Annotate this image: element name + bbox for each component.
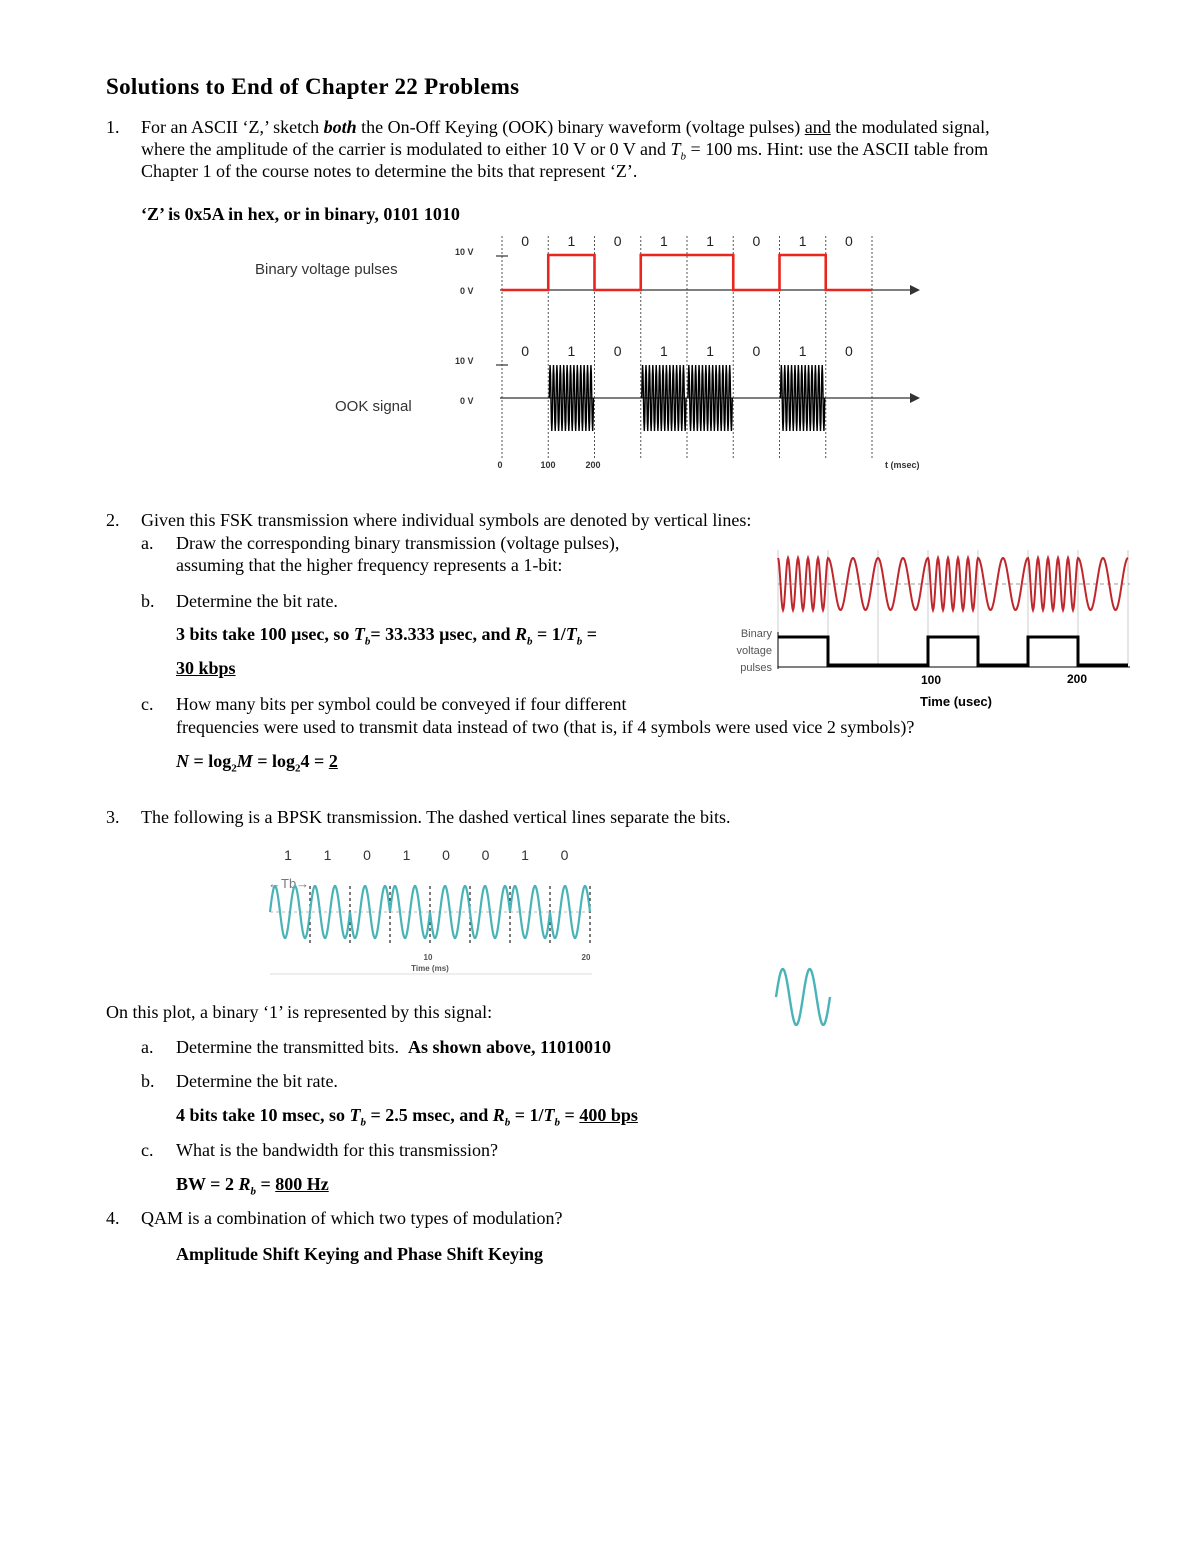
ook-0v-label: 0 V: [460, 396, 474, 406]
bpsk-bit-label: 0: [560, 847, 569, 863]
problem-2c-line-2: frequencies were used to transmit data instead of two (that is, if 4 symbols were used vice 2 symbols)?: [176, 717, 915, 737]
ook-bit-label: 1: [659, 343, 668, 359]
bpsk-bit-label: 1: [521, 847, 529, 863]
bpsk-x-tick-20: 20: [581, 953, 591, 962]
bpsk-x-axis-label: Time (ms): [411, 964, 449, 973]
problem-3c-answer: BW = 2 $R_b = 800$ Hz: [176, 1174, 329, 1198]
ook-burst: [642, 365, 686, 431]
ook-10v-label: 10 V: [455, 356, 474, 366]
ook-bit-label: 0: [844, 233, 853, 249]
problem-2b-final-answer: 30 kbps: [176, 658, 236, 678]
ook-bit-label: 0: [752, 233, 761, 249]
ook-bit-label: 1: [567, 343, 576, 359]
fsk-x-tick-100: 100: [920, 673, 942, 687]
bpsk-bit-label: 1: [402, 847, 411, 863]
problem-2-intro: Given this FSK transmission where individual symbols are denoted by vertical lines:: [141, 510, 752, 530]
binary-one-symbol: [770, 962, 836, 1032]
ook-bit-label: 1: [798, 343, 807, 359]
ook-bit-label: 0: [844, 343, 853, 359]
problem-3c-label: c.: [141, 1140, 154, 1160]
problem-4-number: 4.: [106, 1208, 120, 1228]
fsk-figure: [720, 544, 1140, 714]
ook-bit-label: 1: [567, 233, 576, 249]
pulses-10v-label: 10 V: [455, 247, 474, 257]
problem-3c-text: What is the bandwidth for this transmission?: [176, 1140, 498, 1160]
bpsk-bit-label: 1: [323, 847, 332, 863]
problem-2c-answer: $N = \log_2M = \log_24 = 2$: [176, 751, 338, 775]
x-tick-100: 100: [540, 460, 556, 470]
problem-3-number: 3.: [106, 807, 120, 827]
problem-1-line-1: For an ASCII ‘Z,’ sketch both the On-Off Keying (OOK) binary waveform (voltage pulses) and the modulated signal,: [141, 117, 990, 137]
ook-bit-label: 1: [798, 233, 807, 249]
pulses-axis-arrow: [910, 285, 920, 295]
ook-bit-label: 1: [706, 233, 715, 249]
fsk-x-tick-200: 200: [1066, 672, 1088, 686]
problem-2a-line-1: Draw the corresponding binary transmission (voltage pulses),: [176, 533, 620, 553]
problem-2b-label: b.: [141, 591, 155, 611]
problem-2a-line-2: assuming that the higher frequency represents a 1-bit:: [176, 555, 563, 575]
page-title: Solutions to End of Chapter 22 Problems: [106, 74, 520, 99]
ook-axis-arrow: [910, 393, 920, 403]
problem-1-line-3: Chapter 1 of the course notes to determine the bits that represent ‘Z’.: [141, 161, 638, 181]
x-tick-200: 200: [585, 460, 601, 470]
problem-4-text: QAM is a combination of which two types of modulation?: [141, 1208, 563, 1228]
bpsk-bit-label: 0: [442, 847, 450, 863]
bpsk-bit-label: 1: [284, 847, 292, 863]
problem-3b-answer: 4 bits take 10 msec, so $T_b = 2.5$ msec, and $R_b = 1/T_b = 400$ bps: [176, 1105, 638, 1129]
problem-3-one-text: On this plot, a binary ‘1’ is represented by this signal:: [106, 1002, 493, 1022]
ook-bit-label: 0: [521, 343, 530, 359]
fsk-binary-pulses: [778, 637, 1128, 665]
ook-figure: [250, 228, 950, 478]
bpsk-x-tick-10: 10: [423, 953, 433, 962]
problem-1-number: 1.: [106, 117, 120, 137]
ook-bit-label: 0: [613, 343, 622, 359]
bpsk-bit-label: 0: [481, 847, 490, 863]
problem-3a-label: a.: [141, 1037, 154, 1057]
bpsk-bit-label: 0: [363, 847, 371, 863]
problem-3-intro: The following is a BPSK transmission. The dashed vertical lines separate the bits.: [141, 807, 731, 827]
ook-burst: [781, 365, 825, 431]
ook-bit-label: 1: [659, 233, 668, 249]
pulses-label: pulses: [740, 662, 772, 674]
voltage-label: voltage: [736, 645, 772, 657]
problem-2c-label: c.: [141, 694, 154, 714]
ook-bit-label: 1: [706, 343, 715, 359]
fsk-x-axis-label: Time (usec): [919, 694, 993, 709]
binary-one-waveform: [776, 969, 830, 1025]
problem-4-answer: Amplitude Shift Keying and Phase Shift Keying: [176, 1244, 544, 1264]
ook-bit-label: 0: [521, 233, 530, 249]
bpsk-bit-labels: [284, 847, 569, 863]
problem-1-line-2: where the amplitude of the carrier is modulated to either 10 V or 0 V and $T_b = 100$ ms. Hint: use the ASCII table from: [141, 139, 989, 163]
bpsk-figure: [260, 840, 600, 980]
problem-1-answer: ‘Z’ is 0x5A in hex, or in binary, 0101 1010: [141, 204, 460, 224]
binary-label: Binary: [740, 628, 772, 640]
problem-2a-label: a.: [141, 533, 154, 553]
problem-3b-text: Determine the bit rate.: [176, 1071, 338, 1091]
problem-2b-text: Determine the bit rate.: [176, 591, 338, 611]
problem-3b-label: b.: [141, 1071, 155, 1091]
problem-3a: Determine the transmitted bits. As shown above, 11010010: [176, 1037, 611, 1057]
tb-label: ←Tb→: [268, 876, 310, 891]
problem-2b-answer: 3 bits take 100 µsec, so $T_b= 33.333$ µsec, and $R_b = 1/T_b$ =: [176, 624, 598, 648]
ook-bit-label: 0: [613, 233, 622, 249]
x-tick-0: 0: [497, 460, 503, 470]
ook-signal-label: OOK signal: [335, 398, 412, 415]
ook-burst: [549, 365, 593, 431]
ook-bit-label: 0: [752, 343, 761, 359]
pulses-0v-label: 0 V: [460, 286, 474, 296]
problem-2-number: 2.: [106, 510, 120, 530]
binary-voltage-pulses-label: Binary voltage pulses: [255, 261, 398, 278]
x-axis-label: t (msec): [885, 460, 920, 470]
ook-burst: [688, 365, 732, 431]
problem-2c-line-1: How many bits per symbol could be conveyed if four different: [176, 694, 627, 714]
